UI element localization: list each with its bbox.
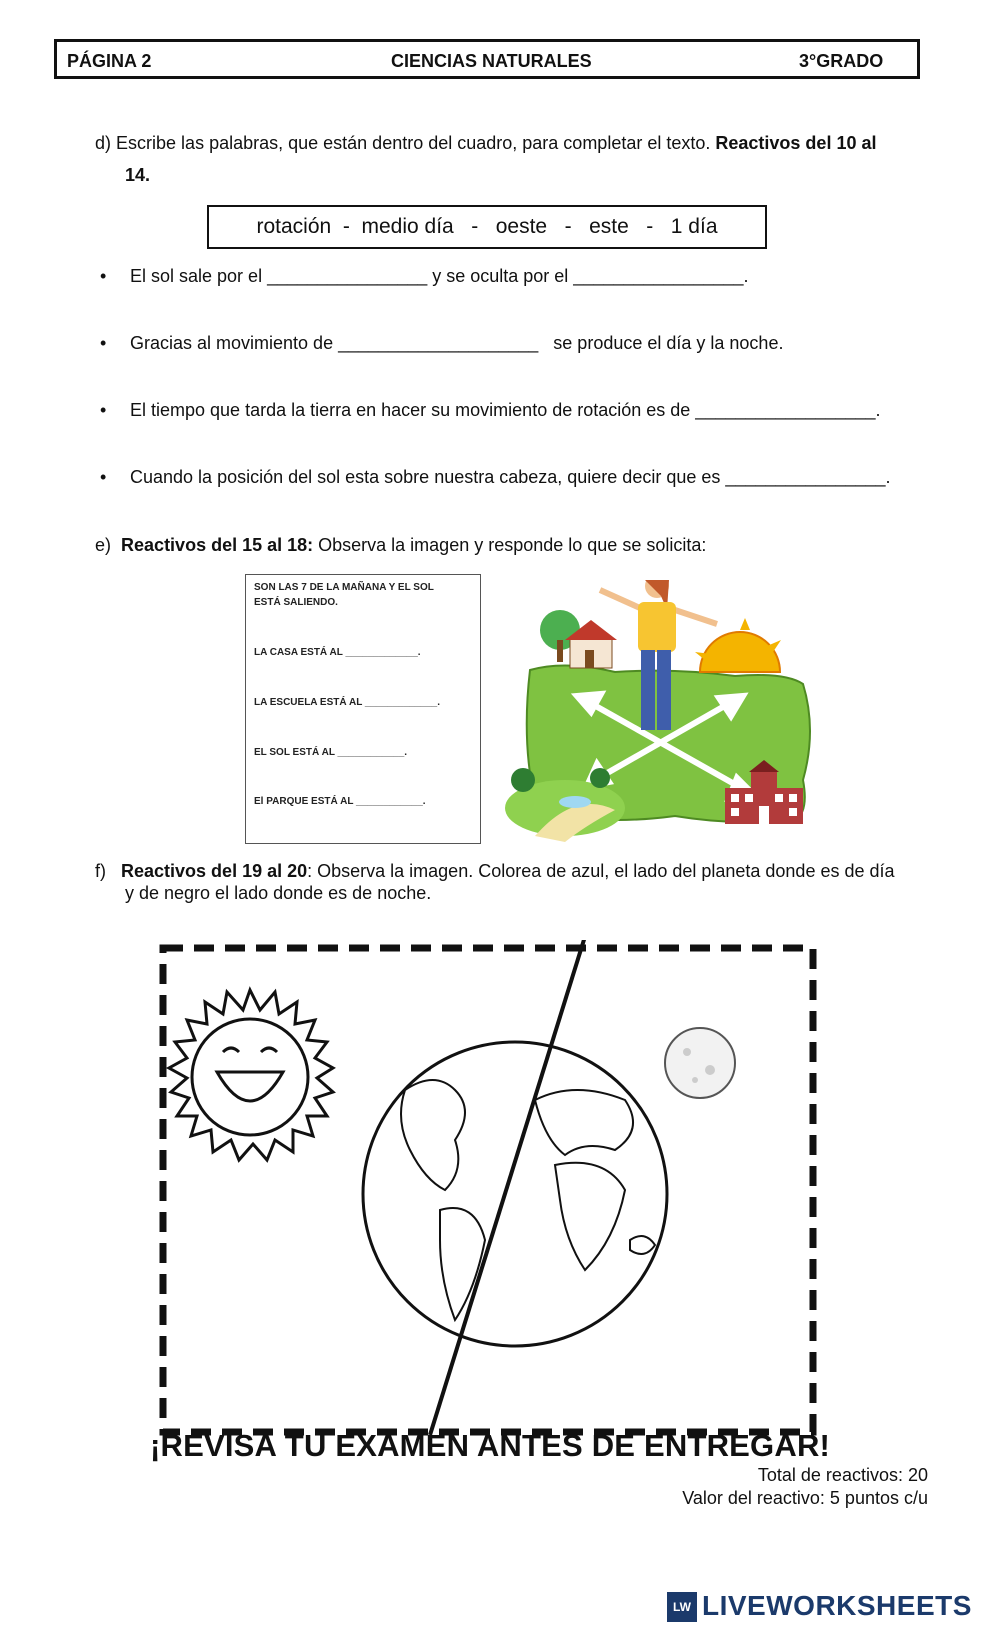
bullet-icon: • — [100, 467, 107, 487]
section-d-letter: d) — [95, 133, 112, 153]
grade-label: 3°GRADO — [799, 51, 884, 71]
moon-icon — [665, 1028, 735, 1098]
section-f-reactivos: Reactivos del 19 al 20 — [121, 861, 308, 881]
box-line-parque: El PARQUE ESTÁ AL ____________. — [254, 796, 426, 807]
section-e-letter: e) — [95, 535, 112, 555]
section-d-instruction — [95, 126, 955, 160]
box-line-sol: EL SOL ESTÁ AL ____________. — [254, 747, 408, 758]
liveworksheets-logo-badge: LW — [667, 1592, 697, 1622]
bullet-icon: • — [100, 266, 107, 286]
fill-blank-1: El sol sale por el ________________ y se oculta por el _________________. — [130, 266, 749, 286]
fill-blank-4: Cuando la posición del sol esta sobre nuestra cabeza, quiere decir que es ________________. — [130, 467, 891, 487]
word-bank: rotación - medio día - oeste - este - 1 día — [207, 205, 767, 249]
review-warning: ¡REVISA TU EXAMEN ANTES DE ENTREGAR! — [150, 1428, 831, 1463]
section-f-letter: f) — [95, 861, 106, 881]
section-d-instruction-text: Escribe las palabras, que están dentro del cuadro, para completar el texto. — [116, 133, 711, 153]
box-line-escuela: LA ESCUELA ESTÁ AL _____________. — [254, 697, 441, 708]
liveworksheets-logo: LIVEWORKSHEETS — [702, 1590, 972, 1621]
question-box — [245, 574, 481, 844]
total-reactivos: Total de reactivos: 20 — [757, 1465, 928, 1485]
section-d-reactivos: Reactivos del 10 al — [715, 133, 877, 153]
bullet-icon: • — [100, 333, 107, 353]
page-header — [54, 39, 920, 79]
fill-blank-2: Gracias al movimiento de ____________________ se produce el día y la noche. — [130, 333, 784, 353]
section-d-reactivos-end: 14. — [125, 165, 151, 185]
smiling-sun-icon — [169, 990, 333, 1160]
bullet-icon: • — [100, 400, 107, 420]
section-e-reactivos: Reactivos del 15 al 18: — [121, 535, 314, 555]
earth-icon — [363, 1042, 667, 1346]
box-line-casa: LA CASA ESTÁ AL _____________. — [254, 647, 421, 658]
page-number: PÁGINA 2 — [67, 51, 152, 71]
cardinal-points-illustration — [505, 580, 835, 850]
subject-title: CIENCIAS NATURALES — [391, 51, 592, 71]
valor-reactivo: Valor del reactivo: 5 puntos c/u — [682, 1488, 928, 1508]
section-e-instruction — [95, 528, 706, 562]
fill-blank-3: El tiempo que tarda la tierra en hacer su movimiento de rotación es de __________________. — [130, 400, 881, 420]
house-icon — [540, 610, 617, 668]
sun-icon — [695, 618, 781, 672]
section-f-instruction-text: : Observa la imagen. Colorea de azul, el lado del planeta donde es de día — [307, 861, 895, 881]
box-line-intro-1: SON LAS 7 DE LA MAÑANA Y EL SOL — [254, 582, 434, 593]
section-f-instruction-2: y de negro el lado donde es de noche. — [125, 883, 432, 903]
section-e-instruction-text: Observa la imagen y responde lo que se solicita: — [313, 535, 707, 555]
day-night-illustration — [155, 940, 825, 1440]
box-line-intro-2: ESTÁ SALIENDO. — [254, 597, 338, 608]
